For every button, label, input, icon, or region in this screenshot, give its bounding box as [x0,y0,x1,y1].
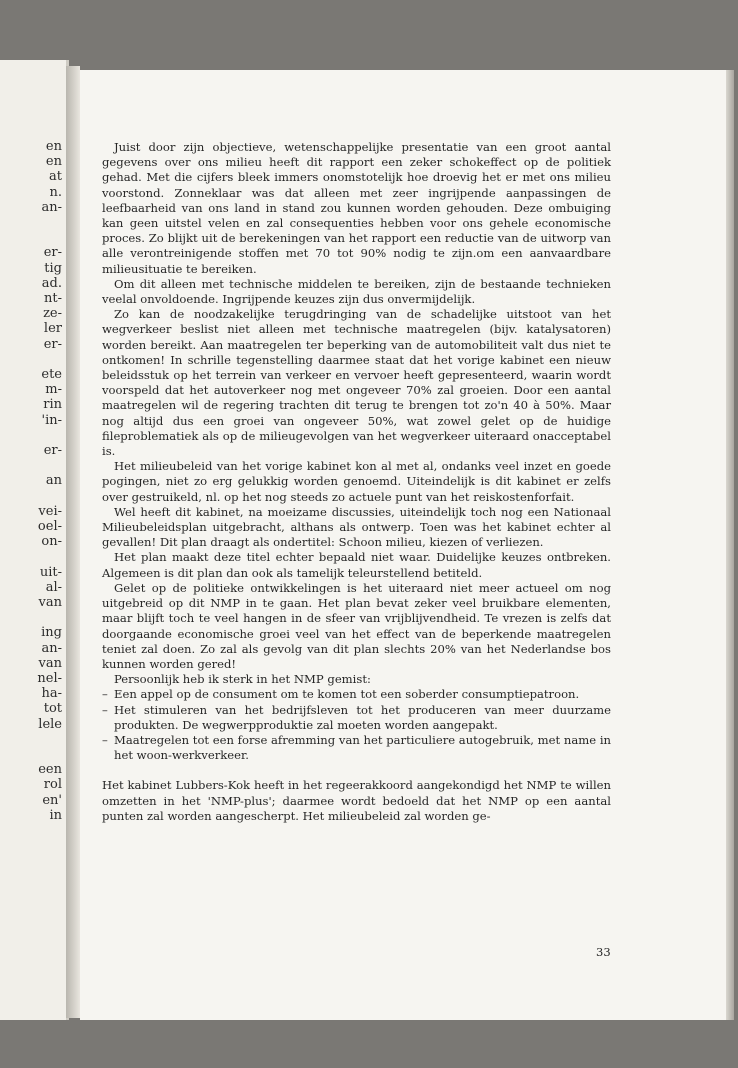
left-page-fragment: rin [43,397,62,413]
missing-items-list [102,687,611,763]
list-item [102,687,611,702]
left-page-fragment: 'in- [41,412,62,428]
left-page-fragment: nel- [37,671,62,686]
page-edge-shadow [726,70,734,1020]
left-page-fragment: tig [44,260,62,276]
left-page-fragment: uit- [39,564,62,580]
left-page-fragment: ha- [41,686,62,702]
left-page-fragment: an- [41,199,62,215]
paragraph: Om dit alleen met technische middelen te bereiken, zijn de bestaande technieken veelal onvoldoende. Ingrijpende keuzes zijn dus onvermijdelijk. [102,276,611,307]
paragraph: Het kabinet Lubbers-Kok heeft in het regeerakkoord aangekondigd het NMP te willen omzetten in het 'NMP-plus'; daarmee wordt bedoeld dat het NMP op een aantal punten zal worden aangescherpt. Het milieubeleid zal worden ge- [102,778,611,823]
left-page-fragment: an [45,473,62,489]
left-page-fragment: ad. [41,275,62,291]
paragraph: Zo kan de noodzakelijke terugdringing van de schadelijke uitstoot van het wegverkeer beslist niet alleen met technische maatregelen (bijv. katalysatoren) worden bereikt. Aan maatregelen ter beperking van de automobiliteit valt dus niet te ontkomen! In schrille tegenstelling daarmee staat dat het vorige kabinet een nieuw beleidsstuk op het terrein van verkeer en vervoer heeft gepresenteerd, waarin wordt voorspeld dat het autoverkeer nog met ongeveer 70% zal groeien. Door een aantal maatregelen wil de regering trachten dit terug te brengen tot zo'n 40 à 50%. Maar nog altijd dus een groei van ongeveer 50%, wat zowel gelet op de huidige fileproblematiek als op de milieugevolgen van het wegverkeer uiteraard onacceptabel is. [102,307,611,459]
left-page-fragment: van [38,655,62,671]
paragraph: Persoonlijk heb ik sterk in het NMP gemist: [114,672,371,687]
left-page-fragment: nt- [44,291,62,306]
left-page-fragment: an- [41,640,62,656]
left-page-fragment: er- [43,336,62,352]
left-page-edge [0,60,69,1020]
paragraph: Het milieubeleid van het vorige kabinet kon al met al, ondanks veel inzet en goede pogingen, niet zo erg gelukkig worden genoemd. Uiteindelijk is dit kabinet er zelfs over gestruikeld, nl. op het nog steeds zo actuele punt van het reiskostenforfait. [102,459,611,504]
left-page-fragment: en' [42,792,62,808]
paragraph: Gelet op de politieke ontwikkelingen is het uiteraard niet meer actueel om nog uitgebreid op dit NMP in te gaan. Het plan bevat zeker veel bruikbare elementen, maar blijft toch te veel hangen in de sfeer van vrijblijvendheid. Te vrezen is zelfs dat doorgaande economische groei veel van het effect van de beperkende maatregelen teniet zal doen. Zo zal als gevolg van dit plan slechts 20% van het Nederlandse bos kunnen worden gered! [102,580,611,671]
left-page-fragment: er- [43,443,62,458]
paragraph: Juist door zijn objectieve, wetenschappelijke presentatie van een groot aantal gegevens over ons milieu heeft dit rapport een zeker schokeffect op de politiek gehad. Met die cijfers bleek immers onomstotelijk hoe droevig het er met ons milieu voorstond. Zonneklaar was dat alleen met zeer ingrijpende aanpassingen de leefbaarheid van ons land in stand zou kunnen worden gehouden. Deze ombuiging kan geen uitstel velen en zal consequenties hebben voor ons gehele economische proces. Zo blijkt uit de berekeningen van het rapport een reductie van de uitworp van alle verontreinigende stoffen met 70 tot 90% nodig te zijn.om een aanvaardbare milieusituatie te bereiken. [102,140,611,276]
list-item [102,703,611,733]
left-page-fragment: ing [41,625,62,641]
left-page-fragment: een [38,762,62,778]
list-item-text: Het stimuleren van het bedrijfsleven tot het produceren van meer duurzame produkten. De wegwerpproduktie zal moeten worden aangepakt. [114,702,611,732]
paragraph-gap [102,763,611,778]
list-item-text: Maatregelen tot een forse afremming van het particuliere autogebruik, met name in het woon-werkverkeer. [114,732,611,763]
dash-marker: – [102,687,108,702]
left-page-fragment: oel- [37,519,62,534]
paragraph: Wel heeft dit kabinet, na moeizame discussies, uiteindelijk toch nog een Nationaal Milieubeleidsplan uitgebracht, althans als ontwerp. Toen was het kabinet echter al gevallen! Dit plan draagt als ondertitel: Schoon milieu, kiezen of verliezen. [102,504,611,550]
left-page-fragment: tot [43,701,62,717]
left-page-fragment: in [49,807,62,823]
dash-marker: – [102,732,108,747]
list-item [102,733,611,763]
left-page-fragment: n. [49,184,62,200]
list-item-text: Een appel op de consument om te komen tot een soberder consumptiepatroon. [114,687,580,702]
left-page-fragment: ler [43,321,62,337]
left-page-fragment: en [45,139,62,154]
left-page-fragment: at [49,169,62,185]
left-page-fragment: on- [41,534,62,550]
left-page-fragment: van [38,595,62,610]
left-page-fragment: er- [43,245,62,261]
left-page-fragment: ete [41,367,62,382]
page-body-text [102,140,611,824]
left-page-fragment: rol [43,777,62,793]
paragraph: Het plan maakt deze titel echter bepaald niet waar. Duidelijke keuzes ontbreken. Algemeen is dit plan dan ook als tamelijk teleurstellend betiteld. [102,550,611,580]
book-gutter [66,66,80,1018]
left-page-fragment: en [45,154,62,170]
left-page-fragment: al- [45,579,62,595]
left-page-fragment: lele [38,716,62,732]
left-page-fragment: ze- [43,306,62,322]
left-page-fragment: m- [45,382,62,398]
left-page-fragment: vei- [38,503,62,519]
dash-marker: – [102,702,108,717]
page-number: 33 [596,945,611,959]
